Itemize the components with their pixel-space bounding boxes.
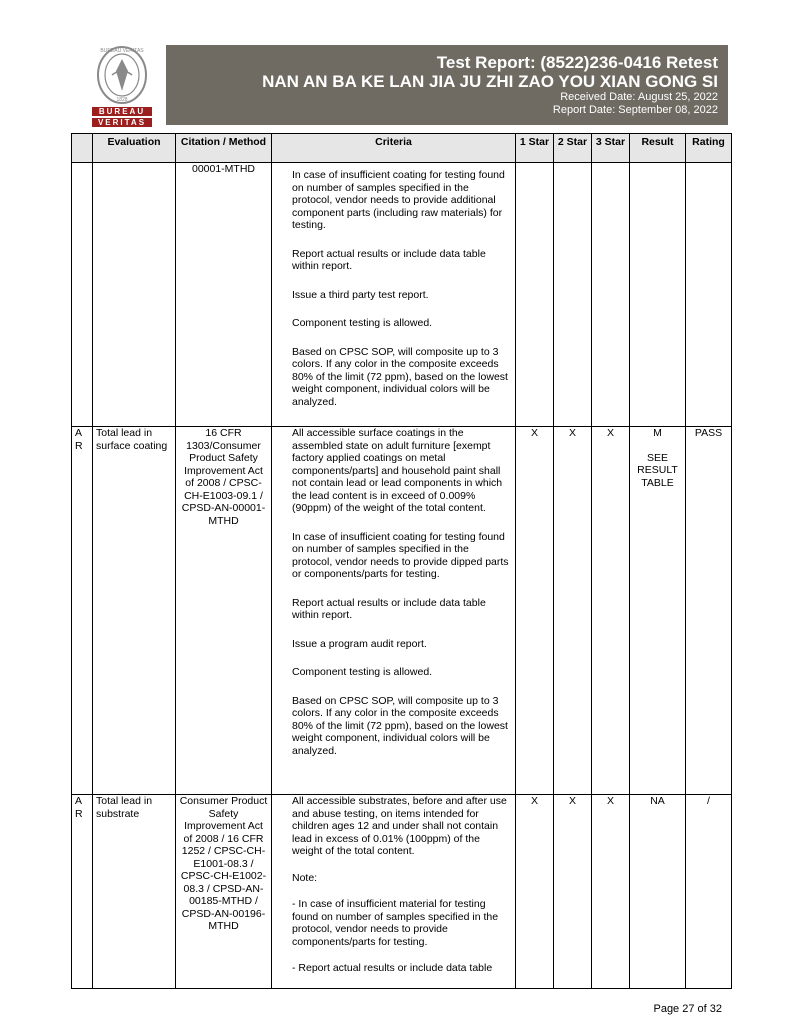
report-title: Test Report: (8522)236-0416 Retest (436, 53, 718, 72)
criteria-paragraph: Based on CPSC SOP, will composite up to 3 colors. If any color in the composite exceeds 80% of the limit (72 ppm), based on the lowest weight component, individual colors will be analyzed. (292, 694, 508, 757)
row-rating: PASS (686, 427, 732, 795)
criteria-paragraph: All accessible surface coatings in the assembled state on adult furniture [exempt factory applied coatings on metal components/parts] and household paint shall not contain lead or lead components in which the lead content is in exceed of 0.009% (90ppm) of the weight of the total content. (292, 427, 503, 514)
col-header-citation: Citation / Method (176, 134, 272, 163)
table-header-row (72, 134, 732, 163)
row-result (630, 427, 686, 795)
row-result (630, 163, 686, 427)
row-evaluation: Total lead in substrate (93, 795, 176, 989)
criteria-paragraph: Report actual results or include data table within report. (292, 247, 486, 272)
criteria-paragraph: Component testing is allowed. (292, 317, 433, 329)
col-header-flag (72, 134, 93, 163)
logo-seal-icon (72, 45, 168, 105)
criteria-paragraph: All accessible substrates, before and after use and abuse testing, on items intended for children ages 12 and under shall not contain lead in excess of 0.01% (100ppm) of the weight of the total content. (292, 795, 507, 857)
row-criteria (272, 427, 516, 795)
page-number: Page 27 of 32 (653, 1003, 722, 1015)
col-header-result: Result (630, 134, 686, 163)
row-result: NA (630, 795, 686, 989)
logo-ring-text: BUREAU VERITAS (100, 48, 144, 54)
logo-year: 1828 (116, 97, 128, 103)
report-header (166, 45, 728, 125)
report-date: Report Date: September 08, 2022 (552, 104, 718, 116)
col-header-star2: 2 Star (554, 134, 592, 163)
col-header-rating: Rating (686, 134, 732, 163)
row-flag: A R (72, 795, 93, 989)
row-rating (686, 163, 732, 427)
row-star3 (592, 163, 630, 427)
criteria-paragraph: Note: (292, 871, 318, 884)
col-header-star1: 1 Star (516, 134, 554, 163)
row-star2: X (554, 427, 592, 795)
result-value: M (653, 427, 662, 439)
row-star1: X (516, 427, 554, 795)
criteria-paragraph: In case of insufficient coating for testing found on number of samples specified in the protocol, vendor needs to provide additional component parts (including raw materials) for testing. (292, 169, 505, 231)
logo-band-top: BUREAU (92, 107, 152, 116)
col-header-criteria: Criteria (272, 134, 516, 163)
logo-band-bottom: VERITAS (92, 118, 152, 127)
result-note: SEE RESULT TABLE (637, 451, 678, 489)
received-date: Received Date: August 25, 2022 (560, 91, 718, 103)
row-rating: / (686, 795, 732, 989)
row-evaluation: Total lead in surface coating (93, 427, 176, 795)
row-citation: Consumer Product Safety Improvement Act of 2008 / 16 CFR 1252 / CPSC-CH-E1001-08.3 / CPSC-CH-E1002-08.3 / CPSD-AN-00185-MTHD / CPSD-AN-00196-MTHD (176, 795, 272, 989)
row-flag (72, 163, 93, 427)
company-name: NAN AN BA KE LAN JIA JU ZHI ZAO YOU XIAN GONG SI (262, 72, 718, 91)
row-flag: A R (72, 427, 93, 795)
row-criteria (272, 795, 516, 989)
row-star2: X (554, 795, 592, 989)
col-header-evaluation: Evaluation (93, 134, 176, 163)
row-citation: 16 CFR 1303/Consumer Product Safety Improvement Act of 2008 / CPSC-CH-E1003-09.1 / CPSD-AN-00001-MTHD (176, 427, 272, 795)
row-star2 (554, 163, 592, 427)
table-row (72, 163, 732, 427)
col-header-star3: 3 Star (592, 134, 630, 163)
criteria-paragraph: In case of insufficient coating for testing found on number of samples specified in the protocol, vendor needs to provide dipped parts or components/parts for testing. (292, 530, 509, 580)
row-star1: X (516, 795, 554, 989)
bureau-veritas-logo (72, 45, 168, 127)
criteria-paragraph: - In case of insufficient material for testing found on number of samples specified in the protocol, vendor needs to provide components/parts for testing. (292, 898, 499, 948)
table-row (72, 795, 732, 989)
criteria-paragraph: Based on CPSC SOP, will composite up to 3 colors. If any color in the composite exceeds 80% of the limit (72 ppm), based on the lowest weight component, individual colors will be analyzed. (292, 345, 508, 408)
criteria-paragraph: Issue a program audit report. (292, 637, 427, 650)
row-citation: 00001-MTHD (176, 163, 272, 427)
row-star1 (516, 163, 554, 427)
row-star3: X (592, 427, 630, 795)
criteria-paragraph: Issue a third party test report. (292, 288, 429, 301)
criteria-paragraph: Component testing is allowed. (292, 666, 433, 678)
row-criteria (272, 163, 516, 427)
row-evaluation (93, 163, 176, 427)
row-star3: X (592, 795, 630, 989)
criteria-paragraph: Report actual results or include data table within report. (292, 596, 486, 621)
table-row (72, 427, 732, 795)
evaluation-table (71, 133, 732, 989)
criteria-paragraph: - Report actual results or include data table (292, 962, 493, 974)
